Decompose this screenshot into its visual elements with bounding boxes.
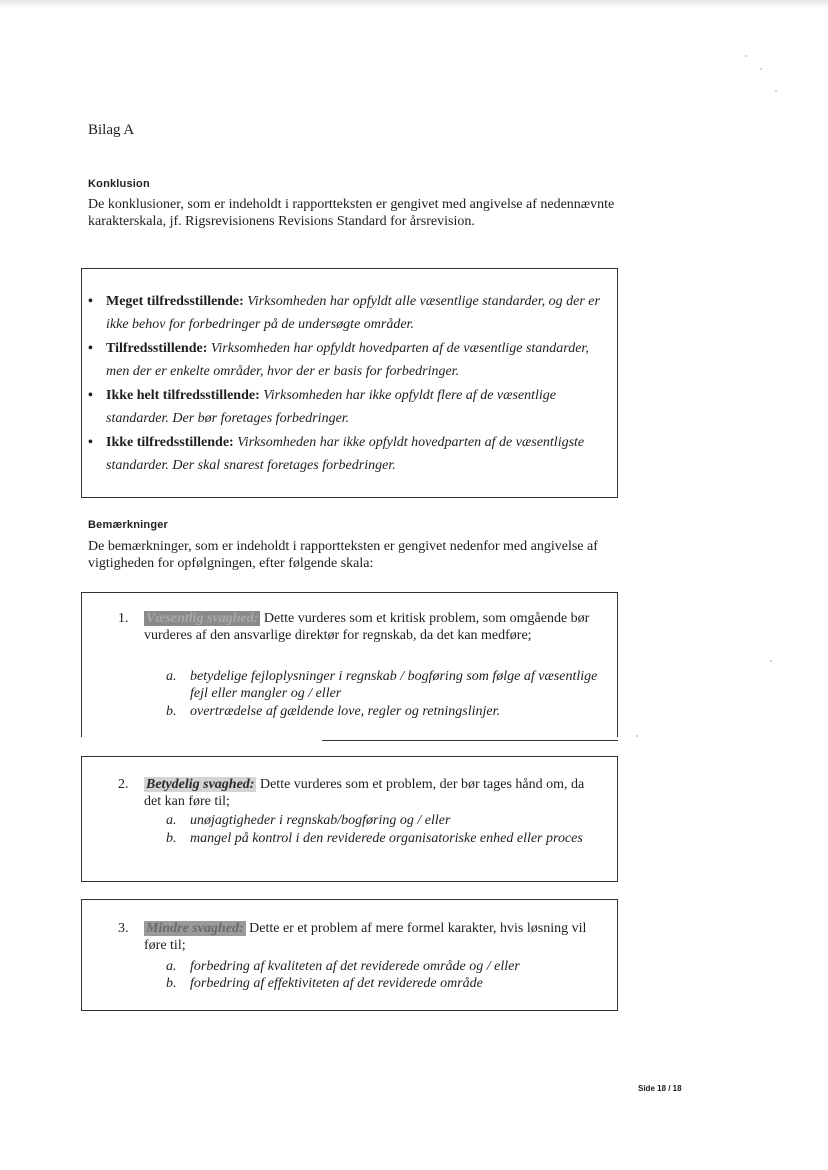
sub-letter: a. [166, 669, 177, 684]
remark-box-3 [81, 899, 618, 1011]
remark-body [144, 920, 602, 954]
remark-text: Dette er et problem af mere formel karakter, hvis løsning vil føre til; [144, 921, 587, 953]
rating-item [88, 290, 608, 336]
rating-item [88, 337, 608, 383]
konklusion-heading: Konklusion [88, 178, 150, 190]
rating-term: Meget tilfredsstillende: [106, 294, 244, 309]
bullet-icon: • [88, 435, 93, 450]
sub-text: betydelige fejloplysninger i regnskab / bogføring som følge af væsentlige fejl eller mangler og / eller [190, 669, 598, 701]
sub-letter: a. [166, 959, 177, 974]
rating-description: Virksomheden har opfyldt hovedparten af de væsentlige standarder, men der er enkelte områder, hvor der er basis for forbedringer. [106, 341, 589, 379]
sub-letter: b. [166, 831, 177, 846]
severity-label: Væsentlig svaghed: [146, 611, 259, 626]
rating-scale-list [88, 290, 608, 478]
remark-body [144, 610, 602, 644]
sub-text: overtrædelse af gældende love, regler og retningslinjer. [190, 704, 501, 719]
sub-text: forbedring af effektiviteten af det reviderede område [190, 976, 483, 991]
page-title: Bilag A [88, 122, 135, 138]
sub-text: unøjagtigheder i regnskab/bogføring og / eller [190, 813, 451, 828]
page-number: Side 18 / 18 [638, 1084, 682, 1093]
rating-term: Tilfredsstillende: [106, 341, 208, 356]
page-top-edge [0, 0, 828, 8]
scan-speck [770, 660, 772, 662]
sub-letter: a. [166, 813, 177, 828]
scan-speck [775, 90, 777, 92]
konklusion-intro: De konklusioner, som er indeholdt i rapportteksten er gengivet med angivelse af nedennævnte karakterskala, jf. Rigsrevisionens Revisions Standard for årsrevision. [88, 197, 615, 229]
sub-text: forbedring af kvaliteten af det reviderede område og / eller [190, 959, 520, 974]
bullet-icon: • [88, 294, 93, 309]
remark-body [144, 776, 602, 810]
severity-label: Mindre svaghed: [146, 921, 244, 936]
bemaerkninger-intro: De bemærkninger, som er indeholdt i rapportteksten er gengivet nedenfor med angivelse af vigtigheden for opfølgningen, efter følgende skala: [88, 539, 598, 571]
remark-text: Dette vurderes som et problem, der bør tages hånd om, da det kan føre til; [144, 777, 585, 809]
sub-letter: b. [166, 976, 177, 991]
rating-item [88, 384, 608, 430]
rating-term: Ikke tilfredsstillende: [106, 435, 234, 450]
rating-term: Ikke helt tilfredsstillende: [106, 388, 260, 403]
severity-label: Betydelig svaghed: [146, 777, 255, 792]
remark-text: Dette vurderes som et kritisk problem, som omgående bør vurderes af den ansvarlige direktør for regnskab, da det kan medføre; [144, 611, 590, 643]
remark-number: 2. [118, 777, 129, 792]
scan-speck [745, 55, 747, 57]
scan-speck [760, 68, 762, 70]
bullet-icon: • [88, 341, 93, 356]
remark-number: 1. [118, 611, 129, 626]
rating-description: Virksomheden har ikke opfyldt flere af de væsentlige standarder. Der bør foretages forbedringer. [106, 388, 556, 426]
rating-description: Virksomheden har opfyldt alle væsentlige standarder, og der er ikke behov for forbedringer på de undersøgte områder. [106, 294, 600, 332]
sub-letter: b. [166, 704, 177, 719]
bemaerkninger-heading: Bemærkninger [88, 519, 169, 531]
rating-item [88, 431, 608, 477]
scan-speck [636, 735, 638, 737]
sub-text: mangel på kontrol i den reviderede organisatoriske enhed eller proces [190, 831, 583, 846]
remark-number: 3. [118, 921, 129, 936]
bullet-icon: • [88, 388, 93, 403]
remark-box-1-bottom-line [322, 740, 618, 741]
rating-description: Virksomheden har ikke opfyldt hovedparten af de væsentligste standarder. Der skal snarest foretages forbedringer. [106, 435, 585, 473]
